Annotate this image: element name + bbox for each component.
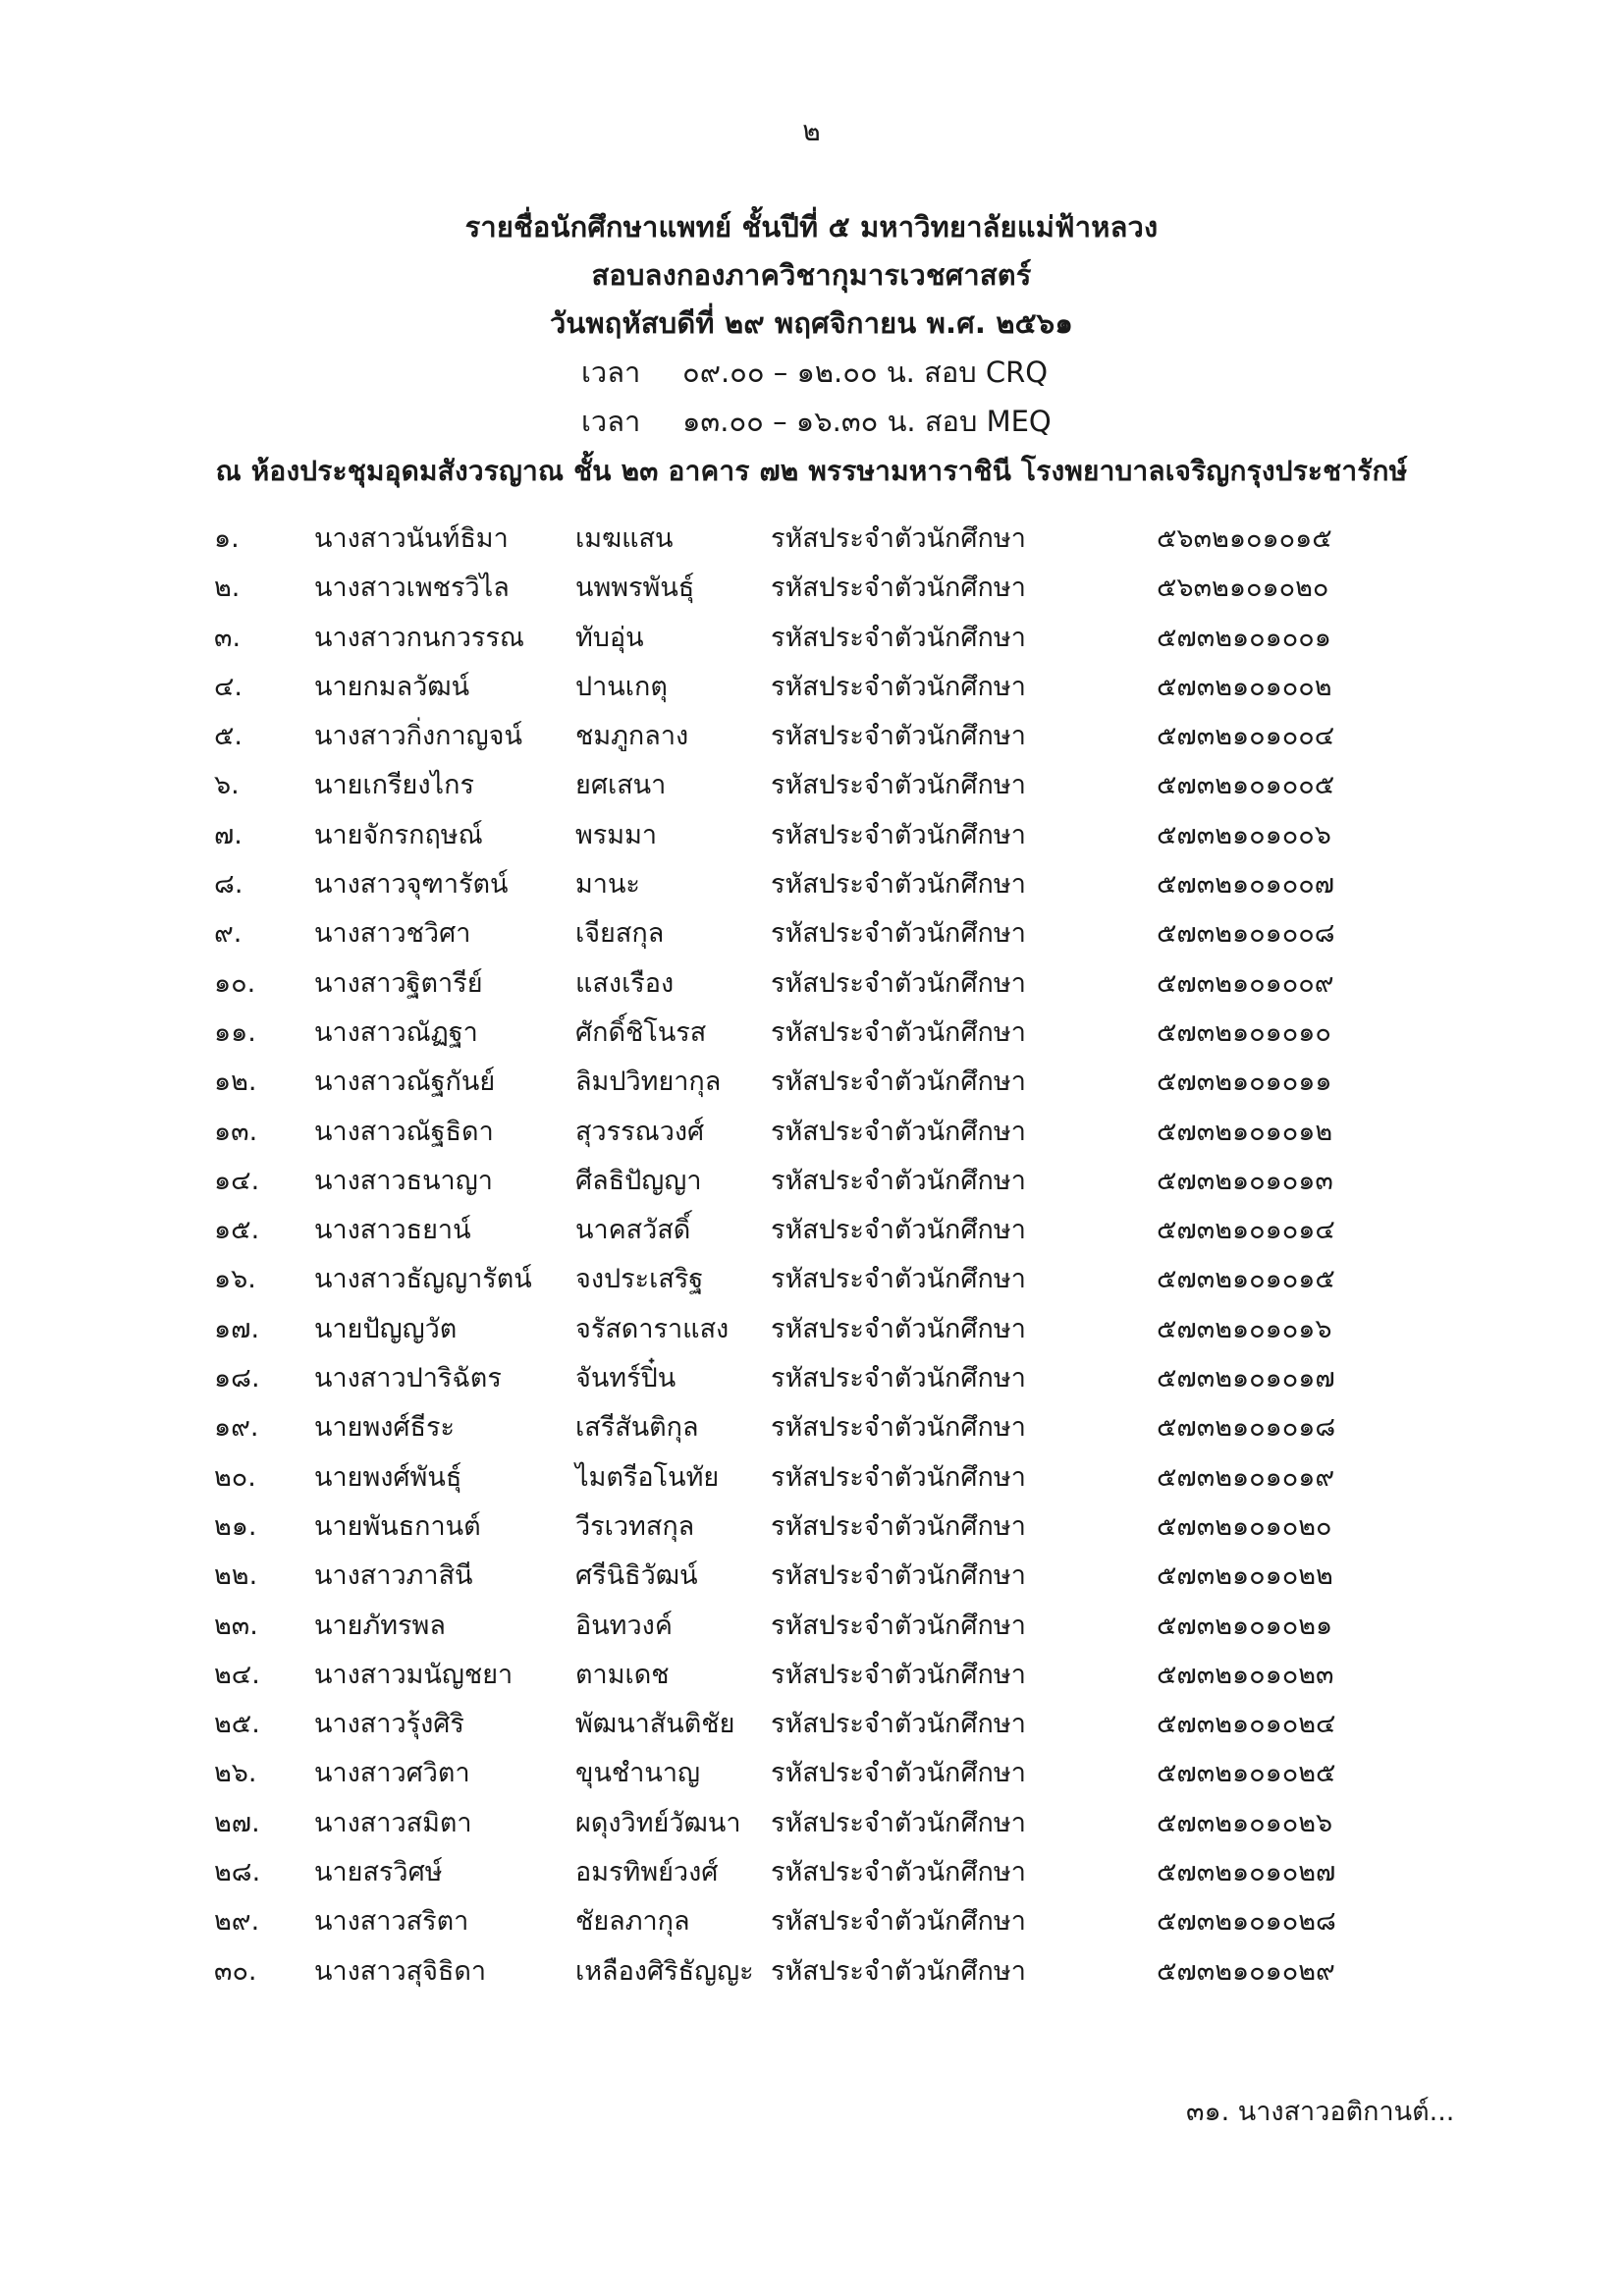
student-id-label: รหัสประจำตัวนักศึกษา [771,1016,1026,1048]
student-id-label: รหัสประจำตัวนักศึกษา [771,1313,1026,1344]
student-number: ๒๔. [214,1659,260,1690]
student-name: นายพงศ์ธีระ [314,1412,456,1444]
student-id-label: รหัสประจำตัวนักศึกษา [771,1857,1026,1888]
student-name: นางสาวณัฐธิดา [314,1116,494,1147]
list-item [0,757,1623,806]
student-id: ๕๗๓๒๑๐๑๐๐๗ [1157,869,1335,901]
student-id-label: รหัสประจำตัวนักศึกษา [771,819,1026,850]
student-name: นางสาวฐิตารีย์ [314,967,483,999]
title-line-3: วันพฤหัสบดีที่ ๒๙ พฤศจิกายน พ.ศ. ๒๕๖๑ [549,306,1074,340]
student-surname: นพพรพันธุ์ [575,573,695,604]
student-surname: เหลืองศิริธัญญะ [575,1955,754,1987]
student-id-label: รหัสประจำตัวนักศึกษา [771,1659,1026,1690]
student-surname: จงประเสริฐ [575,1264,704,1295]
title-line-1: รายชื่อนักศึกษาแพทย์ ชั้นปีที่ ๕ มหาวิทยาลัยแม่ฟ้าหลวง [464,210,1159,244]
student-number: ๖. [214,770,240,801]
student-id: ๕๗๓๒๑๐๑๐๐๖ [1157,819,1331,850]
list-item [0,1696,1623,1745]
student-surname: ชัยลภากุล [575,1906,690,1938]
time-value: ๑๓.๐๐ – ๑๖.๓๐ น. สอบ MEQ [682,405,1052,438]
list-item [0,1893,1623,1942]
student-number: ๒๖. [214,1758,257,1789]
student-surname: ชมภูกลาง [575,721,689,752]
student-name: นายพงศ์พันธุ์ [314,1461,462,1493]
student-id: ๕๖๓๒๑๐๑๐๒๐ [1157,573,1329,604]
student-id-label: รหัสประจำตัวนักศึกษา [771,523,1026,554]
student-surname: ตามเดช [575,1659,670,1690]
student-name: นางสาวเพชรวิไล [314,573,510,604]
student-name: นายภัทรพล [314,1610,446,1641]
list-item [0,1399,1623,1449]
student-id-label: รหัสประจำตัวนักศึกษา [771,1264,1026,1295]
student-name: นางสาวกนกวรรณ [314,622,524,653]
list-item [0,856,1623,905]
student-number: ๑๓. [214,1116,258,1147]
list-item [0,1350,1623,1399]
student-name: นางสาวมนัญชยา [314,1659,514,1690]
student-surname: ลิมปวิทยากุล [575,1066,722,1098]
student-id: ๕๗๓๒๑๐๑๐๒๔ [1157,1709,1336,1740]
student-id: ๕๗๓๒๑๐๑๐๐๑ [1157,622,1331,653]
student-id-label: รหัสประจำตัวนักศึกษา [771,869,1026,901]
student-surname: ศีลธิปัญญา [575,1165,702,1196]
student-surname: พรมมา [575,819,658,850]
student-name: นายจักรกฤษณ์ [314,819,483,850]
student-number: ๒๒. [214,1560,258,1592]
student-id-label: รหัสประจำตัวนักศึกษา [771,1066,1026,1098]
student-name: นางสาวศวิตา [314,1758,470,1789]
student-number: ๓. [214,622,242,653]
student-id-label: รหัสประจำตัวนักศึกษา [771,1461,1026,1493]
list-item [0,1745,1623,1794]
student-surname: ยศเสนา [575,770,667,801]
student-id: ๕๗๓๒๑๐๑๐๑๒ [1157,1116,1333,1147]
student-id-label: รหัสประจำตัวนักศึกษา [771,1758,1026,1789]
student-name: นางสาวรุ้งศิริ [314,1709,464,1740]
list-item [0,956,1623,1005]
list-item [0,1153,1623,1202]
student-number: ๑. [214,523,240,554]
student-id-label: รหัสประจำตัวนักศึกษา [771,1906,1026,1938]
student-id-label: รหัสประจำตัวนักศึกษา [771,1955,1026,1987]
list-item [0,1251,1623,1300]
list-item [0,1499,1623,1548]
student-id: ๕๗๓๒๑๐๑๐๒๑ [1157,1610,1333,1641]
student-id-label: รหัสประจำตัวนักศึกษา [771,1215,1026,1246]
student-id: ๕๗๓๒๑๐๑๐๒๗ [1157,1857,1336,1888]
student-id-label: รหัสประจำตัวนักศึกษา [771,721,1026,752]
student-name: นางสาวสริตา [314,1906,469,1938]
student-id: ๕๗๓๒๑๐๑๐๒๖ [1157,1807,1333,1838]
student-number: ๑๖. [214,1264,256,1295]
student-id-label: รหัสประจำตัวนักศึกษา [771,1165,1026,1196]
student-id-label: รหัสประจำตัวนักศึกษา [771,1610,1026,1641]
student-number: ๑๑. [214,1016,256,1048]
list-item [0,905,1623,955]
student-surname: ศรีนิธิวัฒน์ [575,1560,698,1592]
student-id: ๕๗๓๒๑๐๑๐๒๐ [1157,1510,1332,1542]
student-id-label: รหัสประจำตัวนักศึกษา [771,573,1026,604]
student-surname: ขุนชำนาญ [575,1758,701,1789]
student-number: ๒๙. [214,1906,260,1938]
student-name: นายสรวิศษ์ [314,1857,443,1888]
student-name: นางสาวสุจิธิดา [314,1955,487,1987]
list-item [0,1202,1623,1251]
student-surname: ไมตรีอโนทัย [575,1461,720,1493]
student-id-label: รหัสประจำตัวนักศึกษา [771,1709,1026,1740]
student-surname: เจียสกุล [575,918,665,950]
list-item [0,1943,1623,1993]
student-number: ๑๔. [214,1165,260,1196]
student-name: นางสาวจุฑารัตน์ [314,869,509,901]
student-id: ๕๗๓๒๑๐๑๐๑๑ [1157,1066,1332,1098]
list-item [0,1449,1623,1499]
student-name: นางสาวธัญญารัตน์ [314,1264,532,1295]
title-line-2: สอบลงกองภาควิชากุมารเวชศาสตร์ [591,258,1032,292]
exam-location: ณ ห้องประชุมอุดมสังวรญาณ ชั้น ๒๓ อาคาร ๗๒ พรรษามหาราชินี โรงพยาบาลเจริญกรุงประชารักษ์ [215,455,1408,487]
list-item [0,1647,1623,1696]
student-id: ๕๗๓๒๑๐๑๐๒๙ [1157,1955,1335,1987]
student-number: ๙. [214,918,243,950]
list-item [0,1548,1623,1597]
student-number: ๑๐. [214,967,256,999]
list-item [0,1301,1623,1350]
student-id-label: รหัสประจำตัวนักศึกษา [771,1116,1026,1147]
student-name: นางสาวณัฐกันย์ [314,1066,496,1098]
student-id: ๕๗๓๒๑๐๑๐๑๙ [1157,1461,1335,1493]
list-item [0,1795,1623,1844]
student-number: ๑๙. [214,1412,259,1444]
student-name: นางสาวธยาน์ [314,1215,471,1246]
student-name: นางสาวกิ่งกาญจน์ [314,721,522,752]
student-number: ๘. [214,869,243,901]
student-surname: ปานเกตุ [575,671,668,702]
student-name: นางสาวปาริฉัตร [314,1363,502,1394]
list-item [0,1598,1623,1647]
continuation-note: ๓๑. นางสาวอติกานต์... [1186,2097,1455,2127]
student-number: ๑๕. [214,1215,260,1246]
student-id: ๕๗๓๒๑๐๑๐๑๖ [1157,1313,1332,1344]
student-id: ๕๗๓๒๑๐๑๐๐๙ [1157,967,1334,999]
student-id-label: รหัสประจำตัวนักศึกษา [771,770,1026,801]
list-item [0,1054,1623,1103]
student-number: ๗. [214,819,243,850]
list-item [0,807,1623,856]
student-surname: ทับอุ่น [575,622,644,653]
student-surname: จรัสดาราแสง [575,1313,730,1344]
student-surname: พัฒนาสันติชัย [575,1709,735,1740]
student-id: ๕๗๓๒๑๐๑๐๑๐ [1157,1016,1331,1048]
student-surname: ผดุงวิทย์วัฒนา [575,1807,741,1838]
student-number: ๑๗. [214,1313,260,1344]
student-id-label: รหัสประจำตัวนักศึกษา [771,918,1026,950]
student-number: ๒๑. [214,1510,257,1542]
student-name: นางสาวภาสินี [314,1560,473,1592]
student-id: ๕๖๓๒๑๐๑๐๑๕ [1157,523,1332,554]
student-id: ๕๗๓๒๑๐๑๐๑๗ [1157,1363,1335,1394]
student-id-label: รหัสประจำตัวนักศึกษา [771,1560,1026,1592]
student-number: ๔. [214,671,243,702]
list-item [0,659,1623,708]
student-surname: สุวรรณวงศ์ [575,1116,705,1147]
time-label: เวลา [581,355,641,389]
list-item [0,610,1623,659]
student-number: ๑๒. [214,1066,257,1098]
student-id: ๕๗๓๒๑๐๑๐๒๘ [1157,1906,1336,1938]
student-name: นางสาวชวิศา [314,918,471,950]
student-name: นางสาวนันท์ธิมา [314,523,509,554]
student-id: ๕๗๓๒๑๐๑๐๒๓ [1157,1659,1334,1690]
page-number: ๒ [802,115,821,147]
student-number: ๒๗. [214,1807,260,1838]
student-id-label: รหัสประจำตัวนักศึกษา [771,622,1026,653]
list-item [0,708,1623,757]
student-number: ๒๓. [214,1610,258,1641]
student-id: ๕๗๓๒๑๐๑๐๑๘ [1157,1412,1336,1444]
student-name: นายปัญญวัต [314,1313,458,1344]
student-id: ๕๗๓๒๑๐๑๐๒๒ [1157,1560,1333,1592]
student-number: ๒๘. [214,1857,261,1888]
list-item [0,1005,1623,1054]
student-name: นายกมลวัฒน์ [314,671,470,702]
student-number: ๑๘. [214,1363,260,1394]
student-roster [0,511,1623,1993]
list-item [0,1104,1623,1153]
student-number: ๓๐. [214,1955,257,1987]
student-surname: มานะ [575,869,640,901]
student-id: ๕๗๓๒๑๐๑๐๐๘ [1157,918,1335,950]
student-number: ๒๐. [214,1461,256,1493]
student-surname: อมรทิพย์วงศ์ [575,1857,719,1888]
student-surname: เสรีสันติกุล [575,1412,699,1444]
student-name: นายเกรียงไกร [314,770,474,801]
student-number: ๒. [214,573,241,604]
student-id: ๕๗๓๒๑๐๑๐๒๕ [1157,1758,1336,1789]
time-value: ๐๙.๐๐ – ๑๒.๐๐ น. สอบ CRQ [682,355,1049,389]
student-surname: จันทร์ปิ๋น [575,1363,676,1394]
student-id-label: รหัสประจำตัวนักศึกษา [771,1807,1026,1838]
list-item [0,560,1623,609]
student-id-label: รหัสประจำตัวนักศึกษา [771,1412,1026,1444]
student-id: ๕๗๓๒๑๐๑๐๐๕ [1157,770,1335,801]
list-item [0,1844,1623,1893]
student-id: ๕๗๓๒๑๐๑๐๑๓ [1157,1165,1333,1196]
student-id-label: รหัสประจำตัวนักศึกษา [771,1363,1026,1394]
student-id: ๕๗๓๒๑๐๑๐๐๔ [1157,721,1335,752]
student-name: นายพันธกานต์ [314,1510,481,1542]
list-item [0,511,1623,560]
student-surname: วีรเวทสกุล [575,1510,695,1542]
student-id-label: รหัสประจำตัวนักศึกษา [771,1510,1026,1542]
student-id: ๕๗๓๒๑๐๑๐๐๒ [1157,671,1332,702]
student-surname: แสงเรือง [575,967,675,999]
student-name: นางสาวณัฏฐา [314,1016,478,1048]
student-id: ๕๗๓๒๑๐๑๐๑๔ [1157,1215,1335,1246]
student-number: ๒๕. [214,1709,260,1740]
student-surname: เมฆแสน [575,523,674,554]
student-id-label: รหัสประจำตัวนักศึกษา [771,967,1026,999]
student-id-label: รหัสประจำตัวนักศึกษา [771,671,1026,702]
student-name: นางสาวสมิตา [314,1807,472,1838]
student-surname: ศักดิ์ชิโนรส [575,1016,707,1048]
student-surname: อินทวงค์ [575,1610,673,1641]
student-id: ๕๗๓๒๑๐๑๐๑๕ [1157,1264,1335,1295]
student-name: นางสาวธนาญา [314,1165,493,1196]
student-surname: นาคสวัสดิ์ [575,1215,691,1246]
student-number: ๕. [214,721,243,752]
time-label: เวลา [581,405,641,438]
